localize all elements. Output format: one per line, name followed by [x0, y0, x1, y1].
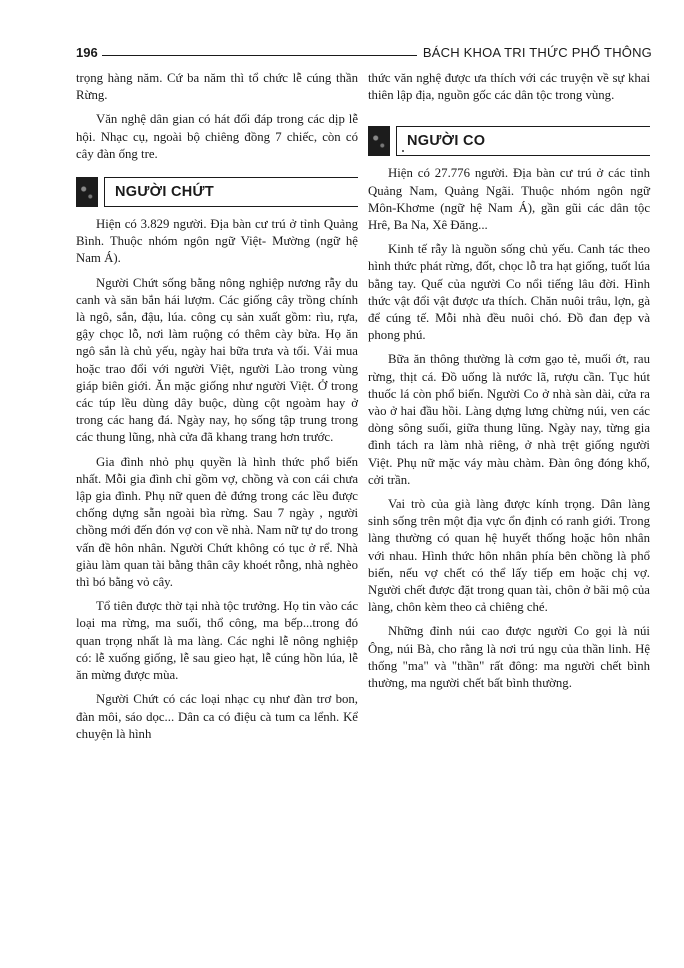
section-title: NGƯỜI CO [396, 126, 650, 156]
left-column [76, 70, 358, 750]
paragraph: Hiện có 3.829 người. Địa bàn cư trú ở tỉnh Quảng Bình. Thuộc nhóm ngôn ngữ Việt- Mường (ngữ hệ Nam Á). [76, 217, 358, 266]
paragraph: thức văn nghệ được ưa thích với các truyện về sự khai thiên lập địa, nguồn gốc các dân tộc trong vùng. [368, 71, 650, 103]
paragraph: Văn nghệ dân gian có hát đối đáp trong các dịp lễ hội. Nhạc cụ, ngoài bộ chiêng đồng 7 chiếc, còn có cây đàn ống tre. [76, 112, 358, 161]
paragraph: Tổ tiên được thờ tại nhà tộc trưởng. Họ tin vào các loại ma rừng, ma suối, thổ công, ma bếp...trong đó quan trọng nhất là ma làng. Các nghi lễ nông nghiệp có: lễ xuống giống, lễ sau gieo hạt, lễ cúng hồn lúa, lễ ăn mừng được mùa. [76, 599, 358, 683]
paragraph: Vai trò của già làng được kính trọng. Dân làng sinh sống trên một địa vực ổn định có ranh giới. Trong làng thường có quan hệ huyết thống hoặc hôn nhân với nhau. Hình thức hôn nhân phía bên chồng là phổ biến, nếu vợ chết có thể lấy tiếp em hoặc chị vợ. Người chết được đặt trong quan tài, chôn ở bãi mộ của làng, chôn kèm theo cả chiêng ché. [368, 497, 650, 615]
section-heading [76, 177, 358, 207]
paragraph: Bữa ăn thông thường là cơm gạo tẻ, muối ớt, rau rừng, thịt cá. Đồ uống là nước lã, rượu cần. Tục hút thuốc lá còn phổ biến. Người Co ở nhà sàn dài, cửa ra vào ở hai đầu hồi. Làng dựng lưng chừng núi, ven các dòng sông suối, giữa thung lũng. Ngày nay, từng gia đình tách ra làm nhà riêng, ở nhà trệt giống người Việt. Phụ nữ mặc váy màu chàm. Đàn ông đóng khố, cởi trần. [368, 352, 650, 487]
section-title: NGƯỜI CHỨT [104, 177, 358, 207]
header-rule [102, 55, 417, 56]
paragraph: Người Chứt có các loại nhạc cụ như đàn trơ bon, đàn môi, sáo dọc... Dân ca có điệu cà tum ca lểnh. Kể chuyện là hình [76, 692, 358, 741]
right-column [368, 70, 650, 699]
paragraph: trọng hàng năm. Cứ ba năm thì tổ chức lễ cúng thần Rừng. [76, 71, 358, 103]
running-title: BÁCH KHOA TRI THỨC PHỔ THÔNG [422, 45, 652, 60]
section-heading [368, 126, 650, 156]
section-ornament-icon [76, 177, 98, 207]
section-ornament-icon [368, 126, 390, 156]
paragraph: Kinh tế rẫy là nguồn sống chủ yếu. Canh tác theo hình thức phát rừng, đốt, chọc lỗ tra hạt giống, tuốt lúa bằng tay. Quế của người Co nổi tiếng lâu đời. Hình thức vật đổi vật được ưa thích. Chăn nuôi trâu, lợn, gà để cúng tế. Mỗi nhà đều nuôi chó. Đồ đan đẹp và phong phú. [368, 242, 650, 343]
page-header [76, 38, 652, 60]
paragraph: Những đỉnh núi cao được người Co gọi là núi Ông, núi Bà, cho rằng là nơi trú ngụ của thần linh. Hệ thống "ma" và "thần" rất đông: ma người chết bình thường, ma người chết bất bình thường. [368, 624, 650, 691]
paragraph: Gia đình nhỏ phụ quyền là hình thức phổ biến nhất. Mỗi gia đình chỉ gồm vợ, chồng và con cái chưa lập gia đình. Phụ nữ quen đẻ đứng trong các lều được chống dựng sẵn ngoài bìa rừng. Sau 7 ngày , người chồng mới đến đón vợ con về nhà. Nam nữ tự do trong vấn đề hôn nhân. Người Chứt không có tục ở rể. Nhà giàu làm quan tài bằng thân cây khoét rỗng, nhà nghèo thì bó bằng vỏ cây. [76, 454, 358, 590]
paragraph: Người Chứt sống bằng nông nghiệp nương rẫy du canh và săn bắn hái lượm. Các giống cây trồng chính là ngô, sắn, đậu, lúa. công cụ sản xuất gồm: rìu, rựa, gậy chọc lỗ, nơi làm ruộng có thêm cày bừa. Họ ăn ngô sắn là chủ yếu, ngày hai bữa trưa và tối. Vải mua hoặc trao đổi với người Việt, người Lào trong vùng giáp biên giới. Ăn mặc giống như người Việt. Ở trong các túp lều dùng dây buộc, dùng cột ngoàm hay ở trong các hang đá. Ngày nay, họ sống tập trung trong các thung lũng, nhà cửa đã khang trang hơn trước. [76, 275, 358, 445]
paragraph: Hiện có 27.776 người. Địa bàn cư trú ở các tỉnh Quảng Nam, Quảng Ngãi. Thuộc nhóm ngôn ngữ Môn-Khơme (ngữ hệ Nam Á), gần gũi các dân tộc Hrê, Ba Na, Xê Đăng... [368, 166, 650, 233]
page-number: 196 [76, 45, 98, 60]
